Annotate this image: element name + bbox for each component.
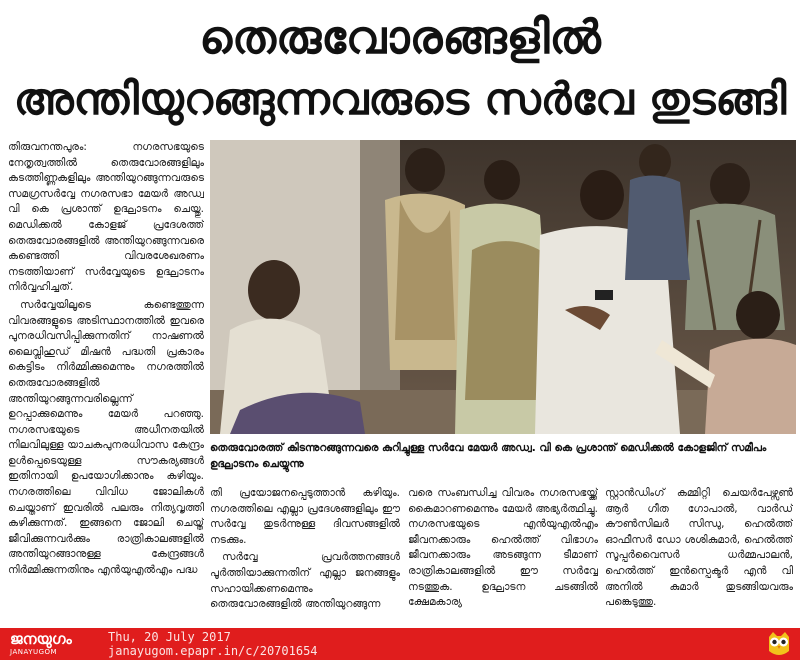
publisher-logo[interactable]	[10, 631, 100, 657]
article-column-3	[408, 486, 598, 622]
footer-bar	[0, 628, 800, 660]
article-paragraph: തിരുവനന്തപുരം: നഗരസഭയുടെ നേതൃത്വത്തിൽ തെരുവോരങ്ങളിലും കടത്തിണ്ണകളിലും അന്തിയുറങ്ങുന്നവരുടെ സമഗ്രസർവ്വേ നഗരസഭാ മേയർ അഡ്വ വി കെ പ്രശാന്ത് ഉദ്ഘാടനം ചെയ്തു. മെഡിക്കൽ കോളജ് പ്രദേശത്ത് തെരുവോരങ്ങളിൽ അന്തിയുറങ്ങുന്നവരെ കണ്ടെത്തി വിവരശേഖരണം നടത്തിയാണ് സർവ്വേയുടെ ഉദ്ഘാടനം നിർവ്വഹിച്ചത്.	[8, 141, 204, 294]
logo-text: ജനയുഗം	[10, 630, 72, 648]
photo-caption: തെരുവോരത്ത് കിടന്നുറങ്ങുന്നവരെ കുറിച്ചുള്ള സർവേ മേയർ അഡ്വ. വി കെ പ്രശാന്ത് മെഡിക്കൽ കോളജിന് സമീപം ഉദ്ഘാടനം ചെയ്യുന്നു	[210, 442, 767, 470]
owl-icon[interactable]	[764, 629, 794, 659]
article-paragraph: സർവ്വേ പ്രവർത്തനങ്ങൾ പൂർത്തിയാക്കുന്നതിന് എല്ലാ ജനങ്ങളും സഹായിക്കണമെന്നും തെരുവോരങ്ങളിൽ അന്തിയുറങ്ങുന്ന	[210, 551, 400, 611]
epaper-link[interactable]: janayugom.epapr.in/c/20701654	[108, 644, 318, 658]
logo-subtext: JANAYUGOM	[10, 648, 58, 656]
article-column-1	[8, 140, 204, 622]
headline-line-1: തെരുവോരങ്ങളിൽ	[199, 10, 601, 64]
article-paragraph: സർവ്വേയിലൂടെ കണ്ടെത്തുന്ന വിവരങ്ങളുടെ അടിസ്ഥാനത്തിൽ ഇവരെ പുനരധിവസിപ്പിക്കുന്നതിന് നാഷണൽ ലൈവ്ലിഹുഡ് മിഷൻ പദ്ധതി പ്രകാരം കെട്ടിടം നിർമ്മിക്കുമെന്നും നഗരത്തിൽ തെരുവോരങ്ങളിൽ അന്തിയുറങ്ങുന്നവരില്ലെന്ന് ഉറപ്പാക്കുമെന്നും മേയർ പറഞ്ഞു. നഗരസഭയുടെ അധീനതയിൽ നിലവിലുള്ള യാചകപുനരധിവാസ കേന്ദ്രം ഉൾപ്പെടെയുള്ള സൗകര്യങ്ങൾ ഇതിനായി ഉപയോഗിക്കാനും കഴിയും. നഗരത്തിലെ വിവിധ ജോലികൾ ചെയ്താണ് ഇവരിൽ പലരും നിത്യവൃത്തി കഴിക്കുന്നത്. ഇങ്ങനെ ജോലി ചെയ്ത് ജീവിക്കുന്നവർക്കും രാത്രികാലങ്ങളിൽ അന്തിയുറങ്ങാനുള്ള കേന്ദ്രങ്ങൾ നിർമ്മിക്കുന്നതിനും എൻയുഎൽഎം പദ്ധ	[8, 298, 204, 577]
article-paragraph: സ്റ്റാൻഡിംഗ് കമ്മിറ്റി ചെയർപേഴ്സൺ ആർ ഗീത ഗോപാൽ, വാർഡ് കൗൺസിലർ സിന്ധു, ഹെൽത്ത് ഓഫീസർ ഡോ ശശികുമാർ, ഹെൽത്ത് സൂപ്പർവൈസർ ധർമ്മപാലൻ, ഹെൽത്ത് ഇൻസ്പെക്ടർ എൻ വി അനിൽ കുമാർ തുടങ്ങിയവരും പങ്കെടുത്തു.	[605, 487, 793, 609]
edition-date: Thu, 20 July 2017	[108, 630, 231, 644]
news-photo	[210, 140, 796, 434]
article-paragraph: തി പ്രയോജനപ്പെടുത്താൻ കഴിയും. നഗരത്തിലെ എല്ലാ പ്രദേശങ്ങളിലും ഈ സർവ്വേ തുടർന്നുള്ള ദിവസങ്ങളിൽ നടക്കും.	[210, 487, 400, 546]
headline-line-2: അന്തിയുറങ്ങുന്നവരുടെ സർവേ തുടങ്ങി	[13, 74, 787, 125]
article-column-4	[605, 486, 793, 622]
article-column-2	[210, 486, 400, 622]
article-paragraph: വരെ സംബന്ധിച്ച വിവരം നഗരസഭയ്ക്ക് കൈമാറണമെന്നും മേയർ അഭ്യർത്ഥിച്ചു. നഗരസഭയുടെ എൻയുഎൽഎം ജീവനക്കാരും ഹെൽത്ത് വിഭാഗം ജീവനക്കാരും അടങ്ങുന്ന ടീമാണ് രാത്രികാലങ്ങളിൽ ഈ സർവ്വേ നടത്തുക. ഉദ്ഘാടന ചടങ്ങിൽ ക്ഷേമകാര്യ	[408, 487, 598, 609]
